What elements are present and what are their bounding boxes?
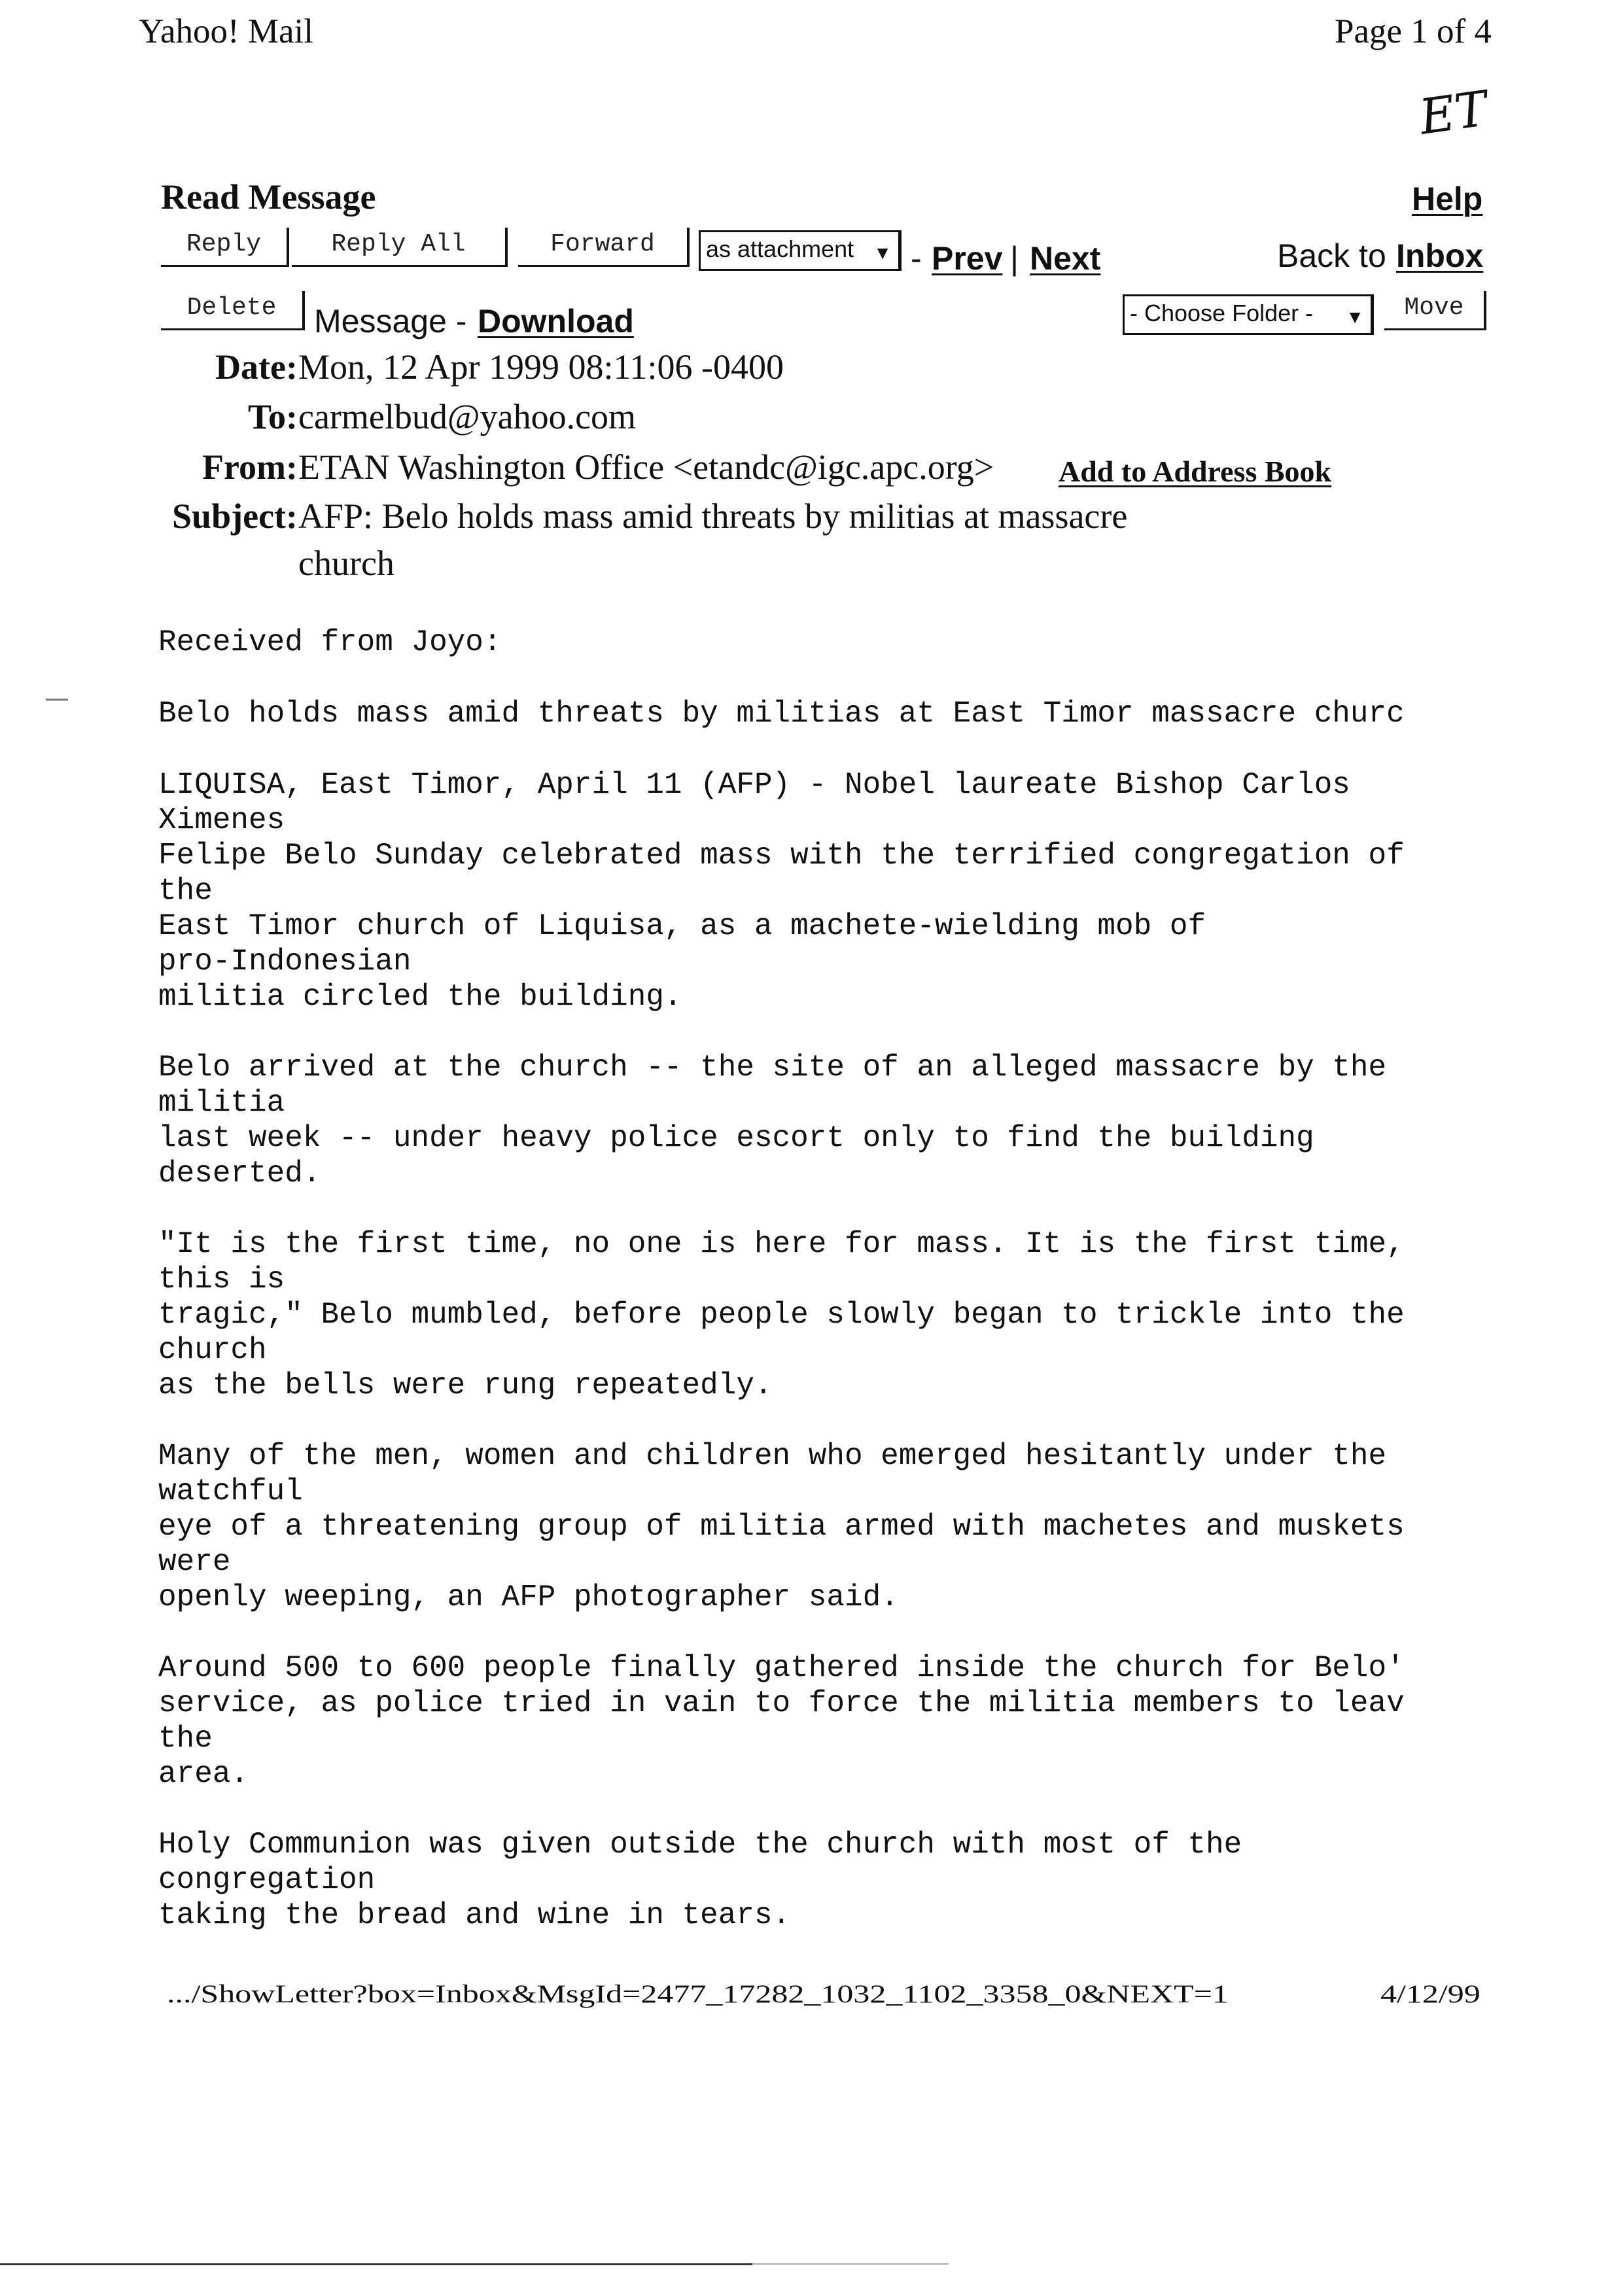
body-line: were [158, 1545, 231, 1579]
chevron-down-icon: ▼ [873, 243, 892, 263]
delete-button[interactable]: Delete [161, 291, 305, 330]
folder-select-value: - Choose Folder - [1130, 300, 1314, 326]
body-line: area. [158, 1757, 249, 1791]
scan-line [752, 2263, 949, 2265]
body-line: taking the bread and wine in tears. [158, 1898, 791, 1932]
read-message-title: Read Message [161, 177, 376, 217]
subject-label: Subject: [172, 496, 298, 536]
to-value: carmelbud@yahoo.com [298, 397, 637, 436]
inbox-link[interactable]: Inbox [1396, 237, 1484, 274]
body-line: the [158, 1722, 213, 1756]
chevron-down-icon: ▼ [1346, 307, 1364, 327]
body-line: service, as police tried in vain to force the militia members to leav [158, 1686, 1405, 1720]
body-line: Many of the men, women and children who emerged hesitantly under the [158, 1439, 1387, 1473]
body-line: Ximenes [158, 803, 285, 837]
body-line: militia circled the building. [158, 980, 682, 1014]
scan-mark [46, 699, 68, 701]
folder-select[interactable] [1123, 294, 1374, 335]
body-line: watchful [158, 1474, 303, 1508]
body-line: "It is the first time, no one is here for mass. It is the first time, [158, 1227, 1405, 1261]
from-label: From: [202, 447, 298, 487]
from-value: ETAN Washington Office <etandc@igc.apc.org> [298, 447, 994, 487]
body-line: church [158, 1333, 267, 1367]
reply-button[interactable]: Reply [161, 228, 289, 267]
to-label: To: [247, 397, 298, 436]
print-footer-date: 4/12/99 [1380, 1979, 1481, 2008]
date-value: Mon, 12 Apr 1999 08:11:06 -0400 [298, 347, 784, 387]
body-line: Belo holds mass amid threats by militias at East Timor massacre churc [158, 697, 1405, 731]
body-line: militia [158, 1086, 285, 1120]
forward-mode-value: as attachment [706, 235, 854, 262]
body-line: Holy Communion was given outside the church with most of the [158, 1828, 1242, 1862]
body-line: as the bells were rung repeatedly. [158, 1368, 773, 1402]
body-line: the [158, 874, 213, 908]
move-button[interactable]: Move [1384, 291, 1486, 330]
body-line: congregation [158, 1863, 376, 1897]
body-line: eye of a threatening group of militia armed with machetes and muskets [158, 1510, 1405, 1544]
add-to-address-book-link[interactable]: Add to Address Book [1059, 455, 1332, 488]
forward-mode-select[interactable] [699, 230, 902, 271]
print-footer-url: .../ShowLetter?box=Inbox&MsgId=2477_17282_1032_1102_3358_0&NEXT=1 [167, 1979, 1229, 2008]
body-line: tragic," Belo mumbled, before people slowly began to trickle into the [158, 1298, 1405, 1332]
body-line: openly weeping, an AFP photographer said. [158, 1580, 899, 1614]
body-line: this is [158, 1262, 285, 1296]
download-link[interactable]: Download [478, 303, 634, 339]
subject-value-line2: church [298, 544, 394, 583]
prev-link[interactable]: Prev [932, 240, 1003, 277]
forward-button[interactable]: Forward [518, 228, 690, 267]
reply-all-button[interactable]: Reply All [292, 228, 508, 267]
page-indicator: Page 1 of 4 [1335, 12, 1492, 50]
body-line: East Timor church of Liquisa, as a machete-wielding mob of [158, 909, 1206, 943]
body-line: Belo arrived at the church -- the site of an alleged massacre by the [158, 1051, 1387, 1085]
body-line: pro-Indonesian [158, 945, 412, 979]
date-label: Date: [215, 347, 298, 387]
print-header-title: Yahoo! Mail [139, 12, 313, 50]
body-line: Felipe Belo Sunday celebrated mass with the terrified congregation of [158, 839, 1405, 873]
subject-value-line1: AFP: Belo holds mass amid threats by militias at massacre [298, 496, 1128, 536]
body-line: Around 500 to 600 people finally gathered inside the church for Belo' [158, 1651, 1405, 1685]
body-line: deserted. [158, 1157, 321, 1191]
help-link[interactable]: Help [1412, 181, 1483, 217]
body-line: last week -- under heavy police escort only to find the building [158, 1121, 1314, 1155]
body-line: Received from Joyo: [158, 625, 502, 659]
body-line: LIQUISA, East Timor, April 11 (AFP) - Nobel laureate Bishop Carlos [158, 768, 1350, 802]
back-to-label: Back to [1277, 237, 1386, 274]
next-link[interactable]: Next [1030, 240, 1101, 277]
handwritten-annotation: ET [1416, 80, 1491, 146]
scan-line [0, 2263, 752, 2265]
message-label: Message - [314, 303, 467, 339]
prev-separator: - [911, 240, 922, 277]
nav-separator: | [1010, 240, 1019, 277]
